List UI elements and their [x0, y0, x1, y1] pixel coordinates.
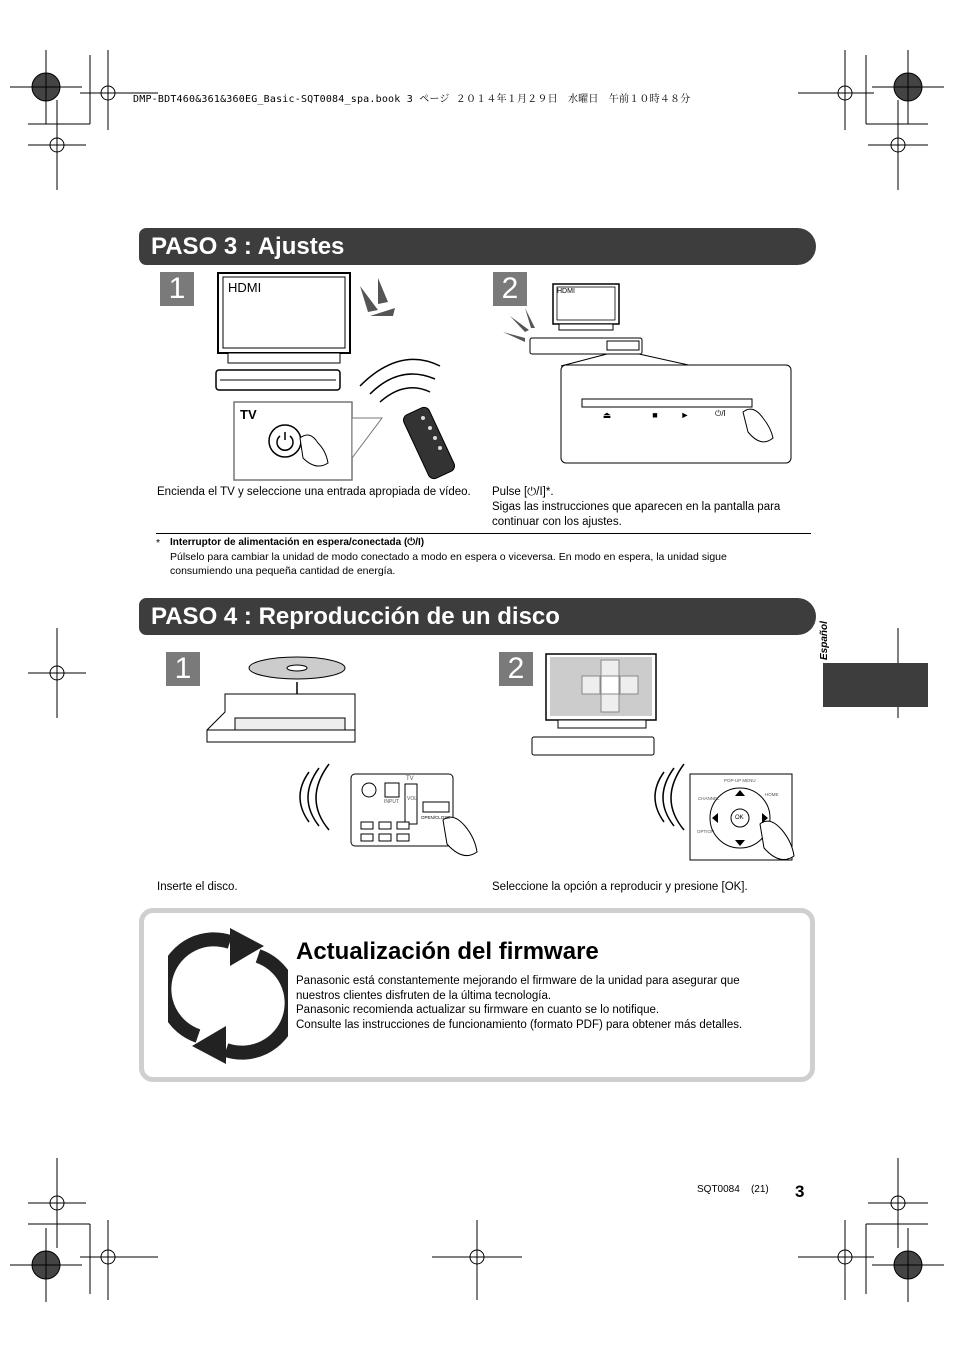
paso4-step1-number: 1: [166, 652, 200, 686]
language-side-label: Español: [819, 621, 830, 660]
print-header: DMP-BDT460&361&360EG_Basic-SQT0084_spa.book 3 ページ ２０１４年１月２９日 水曜日 午前１０時４８分: [133, 94, 691, 105]
doc-code: SQT0084: [697, 1184, 740, 1195]
home-label: HOME: [765, 792, 779, 797]
footnote-title: Interruptor de alimentación en espera/conectada (⏻/I): [170, 537, 425, 548]
footnote-text: Púlselo para cambiar la unidad de modo conectado a modo en espera o viceversa. En modo en espera, la unidad sigue consumiendo una pequeña cantidad de energía.: [170, 551, 727, 577]
remote-input-label: INPUT: [384, 799, 399, 805]
firmware-paragraph: Panasonic recomienda actualizar su firmware en cuanto se lo notifique.: [296, 1004, 660, 1017]
paso3-banner: PASO 3 : Ajustes: [139, 228, 816, 265]
tv-screen-label: HDMI: [228, 280, 262, 295]
paso3-step1-caption: Encienda el TV y seleccione una entrada apropiada de vídeo.: [157, 486, 471, 498]
svg-text:■: ■: [652, 410, 658, 420]
page-number: 3: [795, 1182, 805, 1201]
tv-screen-label-small: HDMI: [557, 288, 575, 295]
disc-insert-illustration: [205, 652, 495, 867]
popup-menu-label: POP-UP MENU: [724, 778, 756, 783]
firmware-title: Actualización del firmware: [296, 938, 599, 965]
paso3-step1-number: 1: [160, 272, 194, 306]
tv-on-illustration: [210, 268, 480, 483]
doc-subpage: (21): [750, 1184, 769, 1195]
svg-text:►: ►: [680, 410, 690, 420]
open-close-button[interactable]: OPEN/CLOSE: [421, 815, 451, 820]
language-side-tab: [823, 663, 928, 707]
power-button-symbol[interactable]: ⏻/I: [715, 409, 726, 418]
footnote: [170, 536, 790, 578]
ok-button[interactable]: OK: [735, 815, 744, 821]
paso4-step2-caption: Seleccione la opción a reproducir y presione [OK].: [492, 881, 748, 893]
paso3-step2-number: 2: [493, 272, 527, 306]
menu-select-illustration: [530, 652, 810, 867]
channel-label: CHANNEL: [698, 796, 720, 801]
remote-tv-label-2: TV: [406, 776, 414, 782]
footnote-rule: [156, 533, 811, 534]
paso4-step1-caption: Inserte el disco.: [157, 881, 238, 893]
footnote-mark: *: [156, 537, 161, 549]
option-label: OPTION: [697, 829, 715, 834]
remote-vol-label: VOL: [407, 796, 418, 802]
paso3-step2-caption-line1: Pulse [⏻/I]*.: [492, 486, 554, 498]
firmware-paragraph: Panasonic está constantemente mejorando el firmware de la unidad para asegurar que nuestros clientes disfruten de la última tecnología.: [296, 975, 740, 1002]
paso3-step2-caption-line2: Sigas las instrucciones que aparecen en la pantalla para continuar con los ajustes.: [492, 501, 781, 528]
footer-code: [697, 1184, 769, 1195]
refresh-icon: [168, 926, 288, 1066]
paso3-step2-caption: [492, 485, 802, 530]
player-power-illustration: [495, 280, 795, 468]
svg-text:⏏: ⏏: [602, 410, 612, 420]
paso4-banner: PASO 4 : Reproducción de un disco: [139, 598, 816, 635]
firmware-paragraph: Consulte las instrucciones de funcionamiento (formato PDF) para obtener más detalles.: [296, 1018, 743, 1031]
paso4-step2-number: 2: [499, 652, 533, 686]
firmware-body: [296, 974, 786, 1032]
remote-tv-label: TV: [240, 407, 257, 422]
